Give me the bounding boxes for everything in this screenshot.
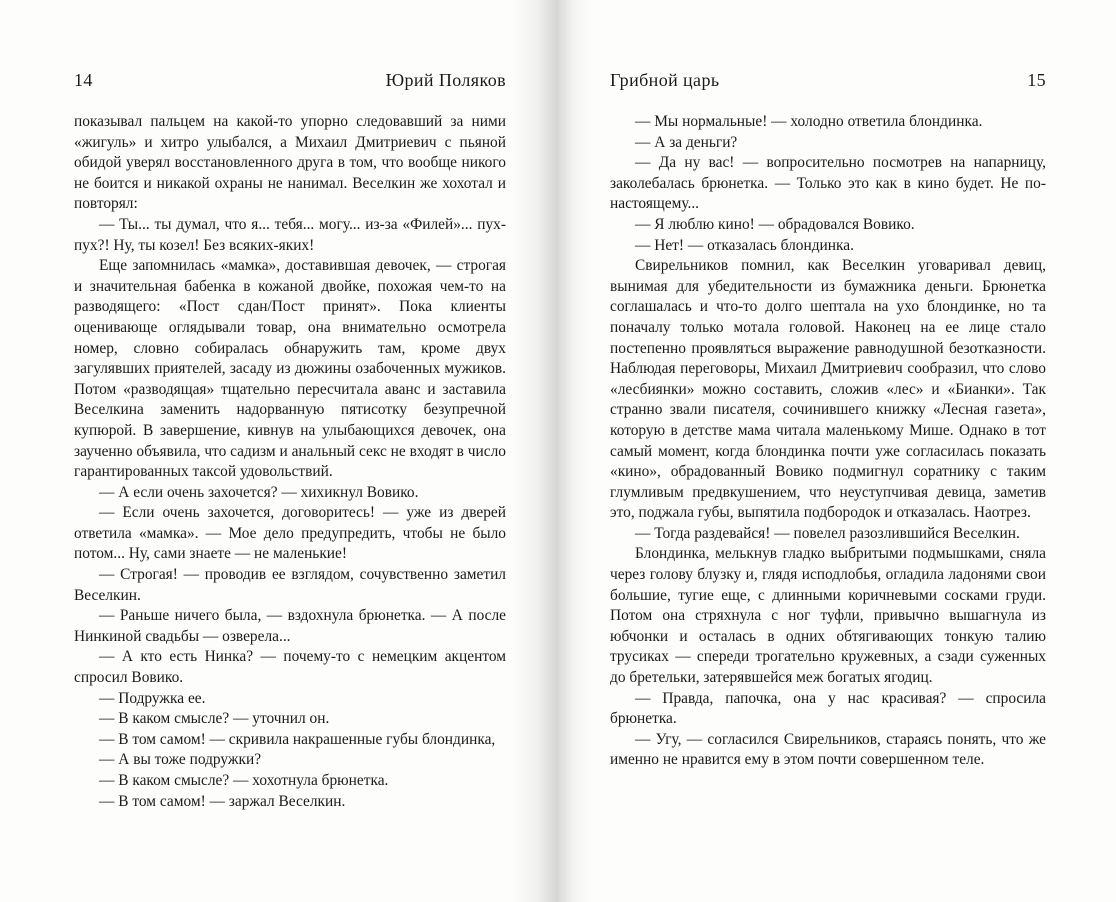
paragraph: — А если очень захочется? — хихикнул Вовико.	[99, 483, 419, 501]
gutter-shadow	[512, 0, 558, 902]
page-number: 15	[1027, 70, 1046, 90]
running-head-title: Грибной царь	[610, 70, 720, 90]
paragraph: Свирельников помнил, как Веселкин уговаривал девиц, вынимая для убедительности из бумажника деньги. Брюнетка соглашалась и что-то долго шептала на ухо блондинке, но та поначалу только мотала головой. Наконец на ее лице стало постепенно проявляться выражение равнодушной безотказности. Наблюдая переговоры, Михаил Дмитриевич сообразил, что слово «лесбиянки» можно составить, сложив «лес» и «Бианки». Так странно звали писателя, сочинившего книжку «Лесная газета», которую в детстве мама читала маленькому Мише. Однако в тот самый момент, когда блондинка почти уже согласилась показать «кино», обрадованный Вовико подмигнул соратнику с таким глумливым предвкушением, что неуступчивая девица, заметив это, поджала губы, выпятила подбородок и отказалась. Наотрез.	[610, 257, 1046, 522]
paragraph: — Если очень захочется, договоритесь! — уже из дверей ответила «мамка». — Мое дело предупредить, чтобы не было потом... Ну, сами знаете — не маленькие!	[74, 504, 506, 563]
paragraph: Блондинка, мелькнув гладко выбритыми подмышками, сняла через голову блузку и, глядя исподлобья, огладила ладонями свои большие, тугие еще, с длинными коричневыми сосками груди. Потом она стряхнула с ног туфли, привычно вышагнула из юбчонки и осталась в одних обтягивающих тонкую талию трусиках — спереди трогательно кружевных, а сзади суженных до бретельки, затерявшейся меж богатых ягодиц.	[610, 545, 1046, 687]
gutter-shadow	[558, 0, 592, 902]
paragraph: — Раньше ничего была, — вздохнула брюнетка. — А после Нинкиной свадьбы — озверела...	[74, 607, 506, 645]
paragraph: — В том самом! — заржал Веселкин.	[99, 792, 346, 810]
paragraph: — Угу, — согласился Свирельников, стараясь понять, что же именно не нравится ему в этом почти совершенном теле.	[610, 730, 1046, 769]
paragraph: — Я люблю кино! — обрадовался Вовико.	[635, 215, 915, 233]
paragraph: — Строгая! — проводив ее взглядом, сочувственно заметил Веселкин.	[74, 566, 506, 604]
right-page-body	[610, 112, 1046, 771]
paragraph: показывал пальцем на какой-то упорно следовавший за ними «жигуль» и хитро улыбался, а Михаил Дмитриевич с пьяной обидой уверял восстановленного друга в том, что вообще никого не боится и никакой охраны не нанимал. Веселкин же хохотал и повторял:	[74, 113, 506, 213]
running-head-author: Юрий Поляков	[385, 70, 506, 90]
paragraph: — В каком смысле? — хохотнула брюнетка.	[99, 772, 389, 789]
paragraph: — Правда, папочка, она у нас красивая? — спросила брюнетка.	[610, 689, 1046, 728]
paragraph: Еще запомнилась «мамка», доставившая девочек, — строгая и значительная бабенка в кожаной двойке, похожая чем-то на разводящего: «Пост сдан/Пост принят». Пока клиенты оценивающе оглядывали товар, она внимательно осмотрела номер, словно собиралась обнаружить там, кроме двух загулявших приятелей, засаду из дюжины озабоченных мужиков. Потом «разводящая» тщательно пересчитала аванс и заставила Веселкина заменить надорванную пятисотку безупречной купюрой. В завершение, кивнув на улыбающихся девочек, она заученно объявила, что садизм и анальный секс не входят в число гарантированных таксой удовольствий.	[74, 257, 506, 481]
paragraph: — Подружка ее.	[99, 689, 206, 707]
paragraph: — Нет! — отказалась блондинка.	[635, 236, 854, 254]
paragraph: — Мы нормальные! — холодно ответила блондинка.	[635, 113, 983, 130]
paragraph: — Да ну вас! — вопросительно посмотрев на напарницу, заколебалась брюнетка. — Только это как в кино будет. Не по-настоящему...	[610, 154, 1046, 213]
paragraph: — А вы тоже подружки?	[99, 751, 262, 769]
paragraph: — Тогда раздевайся! — повелел разозлившийся Веселкин.	[635, 524, 1020, 542]
paragraph: — В том самом! — скривила накрашенные губы блондинка,	[99, 730, 496, 748]
page-number: 14	[74, 70, 93, 90]
paragraph: — Ты... ты думал, что я... тебя... могу... из-за «Филей»... пух-пух?! Ну, ты козел! Без всяких-яких!	[74, 215, 506, 254]
paragraph: — А за деньги?	[635, 133, 738, 151]
right-page	[558, 0, 1116, 902]
paragraph: — А кто есть Нинка? — почему-то с немецким акцентом спросил Вовико.	[74, 648, 506, 687]
left-page-body	[74, 112, 506, 812]
paragraph: — В каком смысле? — уточнил он.	[99, 710, 330, 728]
left-page-header	[74, 68, 506, 92]
right-page-header	[610, 68, 1046, 92]
